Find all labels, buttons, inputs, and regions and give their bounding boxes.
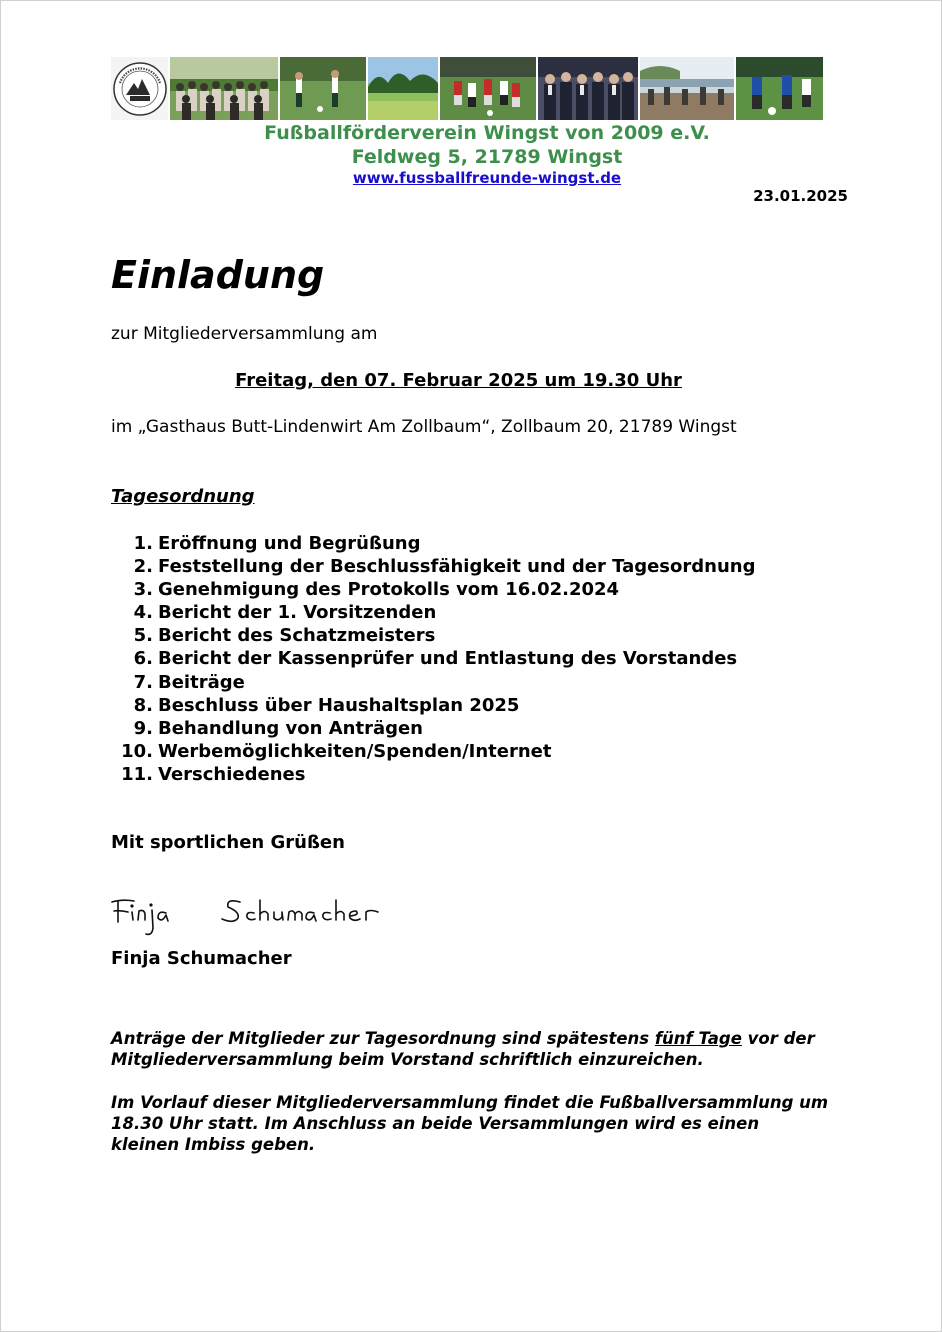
intro-text: zur Mitgliederversammlung am <box>111 324 378 344</box>
agenda-list <box>111 532 755 786</box>
agenda-item: 10. Werbemöglichkeiten/Spenden/Internet <box>121 740 552 762</box>
handwritten-signature <box>108 888 398 944</box>
preliminary-meeting-note: Im Vorlauf dieser Mitgliederversammlung findet die Fußballversammlung um 18.30 Uhr statt. Im Anschluss an beide Versammlungen wird es einen kleinen Imbiss geben. <box>111 1093 829 1154</box>
agenda-item: 1. Eröffnung und Begrüßung <box>133 533 421 554</box>
agenda-item: 2. Feststellung der Beschlussfähigkeit und der Tagesordnung <box>133 556 756 578</box>
letter-date: 23.01.2025 <box>753 187 848 205</box>
agenda-item: 3. Genehmigung des Protokolls vom 16.02.2024 <box>133 579 620 601</box>
deadline-emphasis: fünf Tage <box>654 1029 742 1048</box>
members-meeting-photo <box>538 57 638 120</box>
agenda-item: 11. Verschiedenes <box>121 763 306 785</box>
venue-text: im „Gasthaus Butt-Lindenwirt Am Zollbaum“, Zollbaum 20, 21789 Wingst <box>111 417 737 437</box>
club-name: Fußballförderverein Wingst von 2009 e.V. <box>264 122 710 144</box>
forest-landscape-photo <box>368 57 438 120</box>
agenda-item: 6. Bericht der Kassenprüfer und Entlastung des Vorstandes <box>133 648 738 670</box>
meeting-date: Freitag, den 07. Februar 2025 um 19.30 Uhr <box>235 370 682 391</box>
header-banner <box>111 57 839 120</box>
club-website-link[interactable]: www.fussballfreunde-wingst.de <box>352 169 622 187</box>
agenda-item: 7. Beiträge <box>133 671 245 693</box>
agenda-item: 4. Bericht der 1. Vorsitzenden <box>133 602 437 624</box>
page-title: Einladung <box>111 253 325 297</box>
agenda-item: 9. Behandlung von Anträgen <box>133 717 423 739</box>
club-address: Feldweg 5, 21789 Wingst <box>351 146 623 168</box>
agenda-item: 5. Bericht des Schatzmeisters <box>133 625 436 647</box>
lakeside-event-photo <box>640 57 734 120</box>
training-field-photo <box>280 57 366 120</box>
agenda-heading: Tagesordnung <box>111 486 255 507</box>
closing-greeting: Mit sportlichen Grüßen <box>111 832 345 853</box>
motions-deadline-note: Anträge der Mitglieder zur Tagesordnung sind spätestens fünf Tage vor der Mitgliederversammlung beim Vorstand schriftlich einzureichen. <box>111 1029 815 1069</box>
player-kick-photo <box>736 57 823 120</box>
agenda-item: 8. Beschluss über Haushaltsplan 2025 <box>133 694 520 716</box>
club-logo <box>111 57 168 120</box>
team-group-photo <box>170 57 278 120</box>
match-action-photo <box>440 57 536 120</box>
signer-name: Finja Schumacher <box>111 948 292 969</box>
